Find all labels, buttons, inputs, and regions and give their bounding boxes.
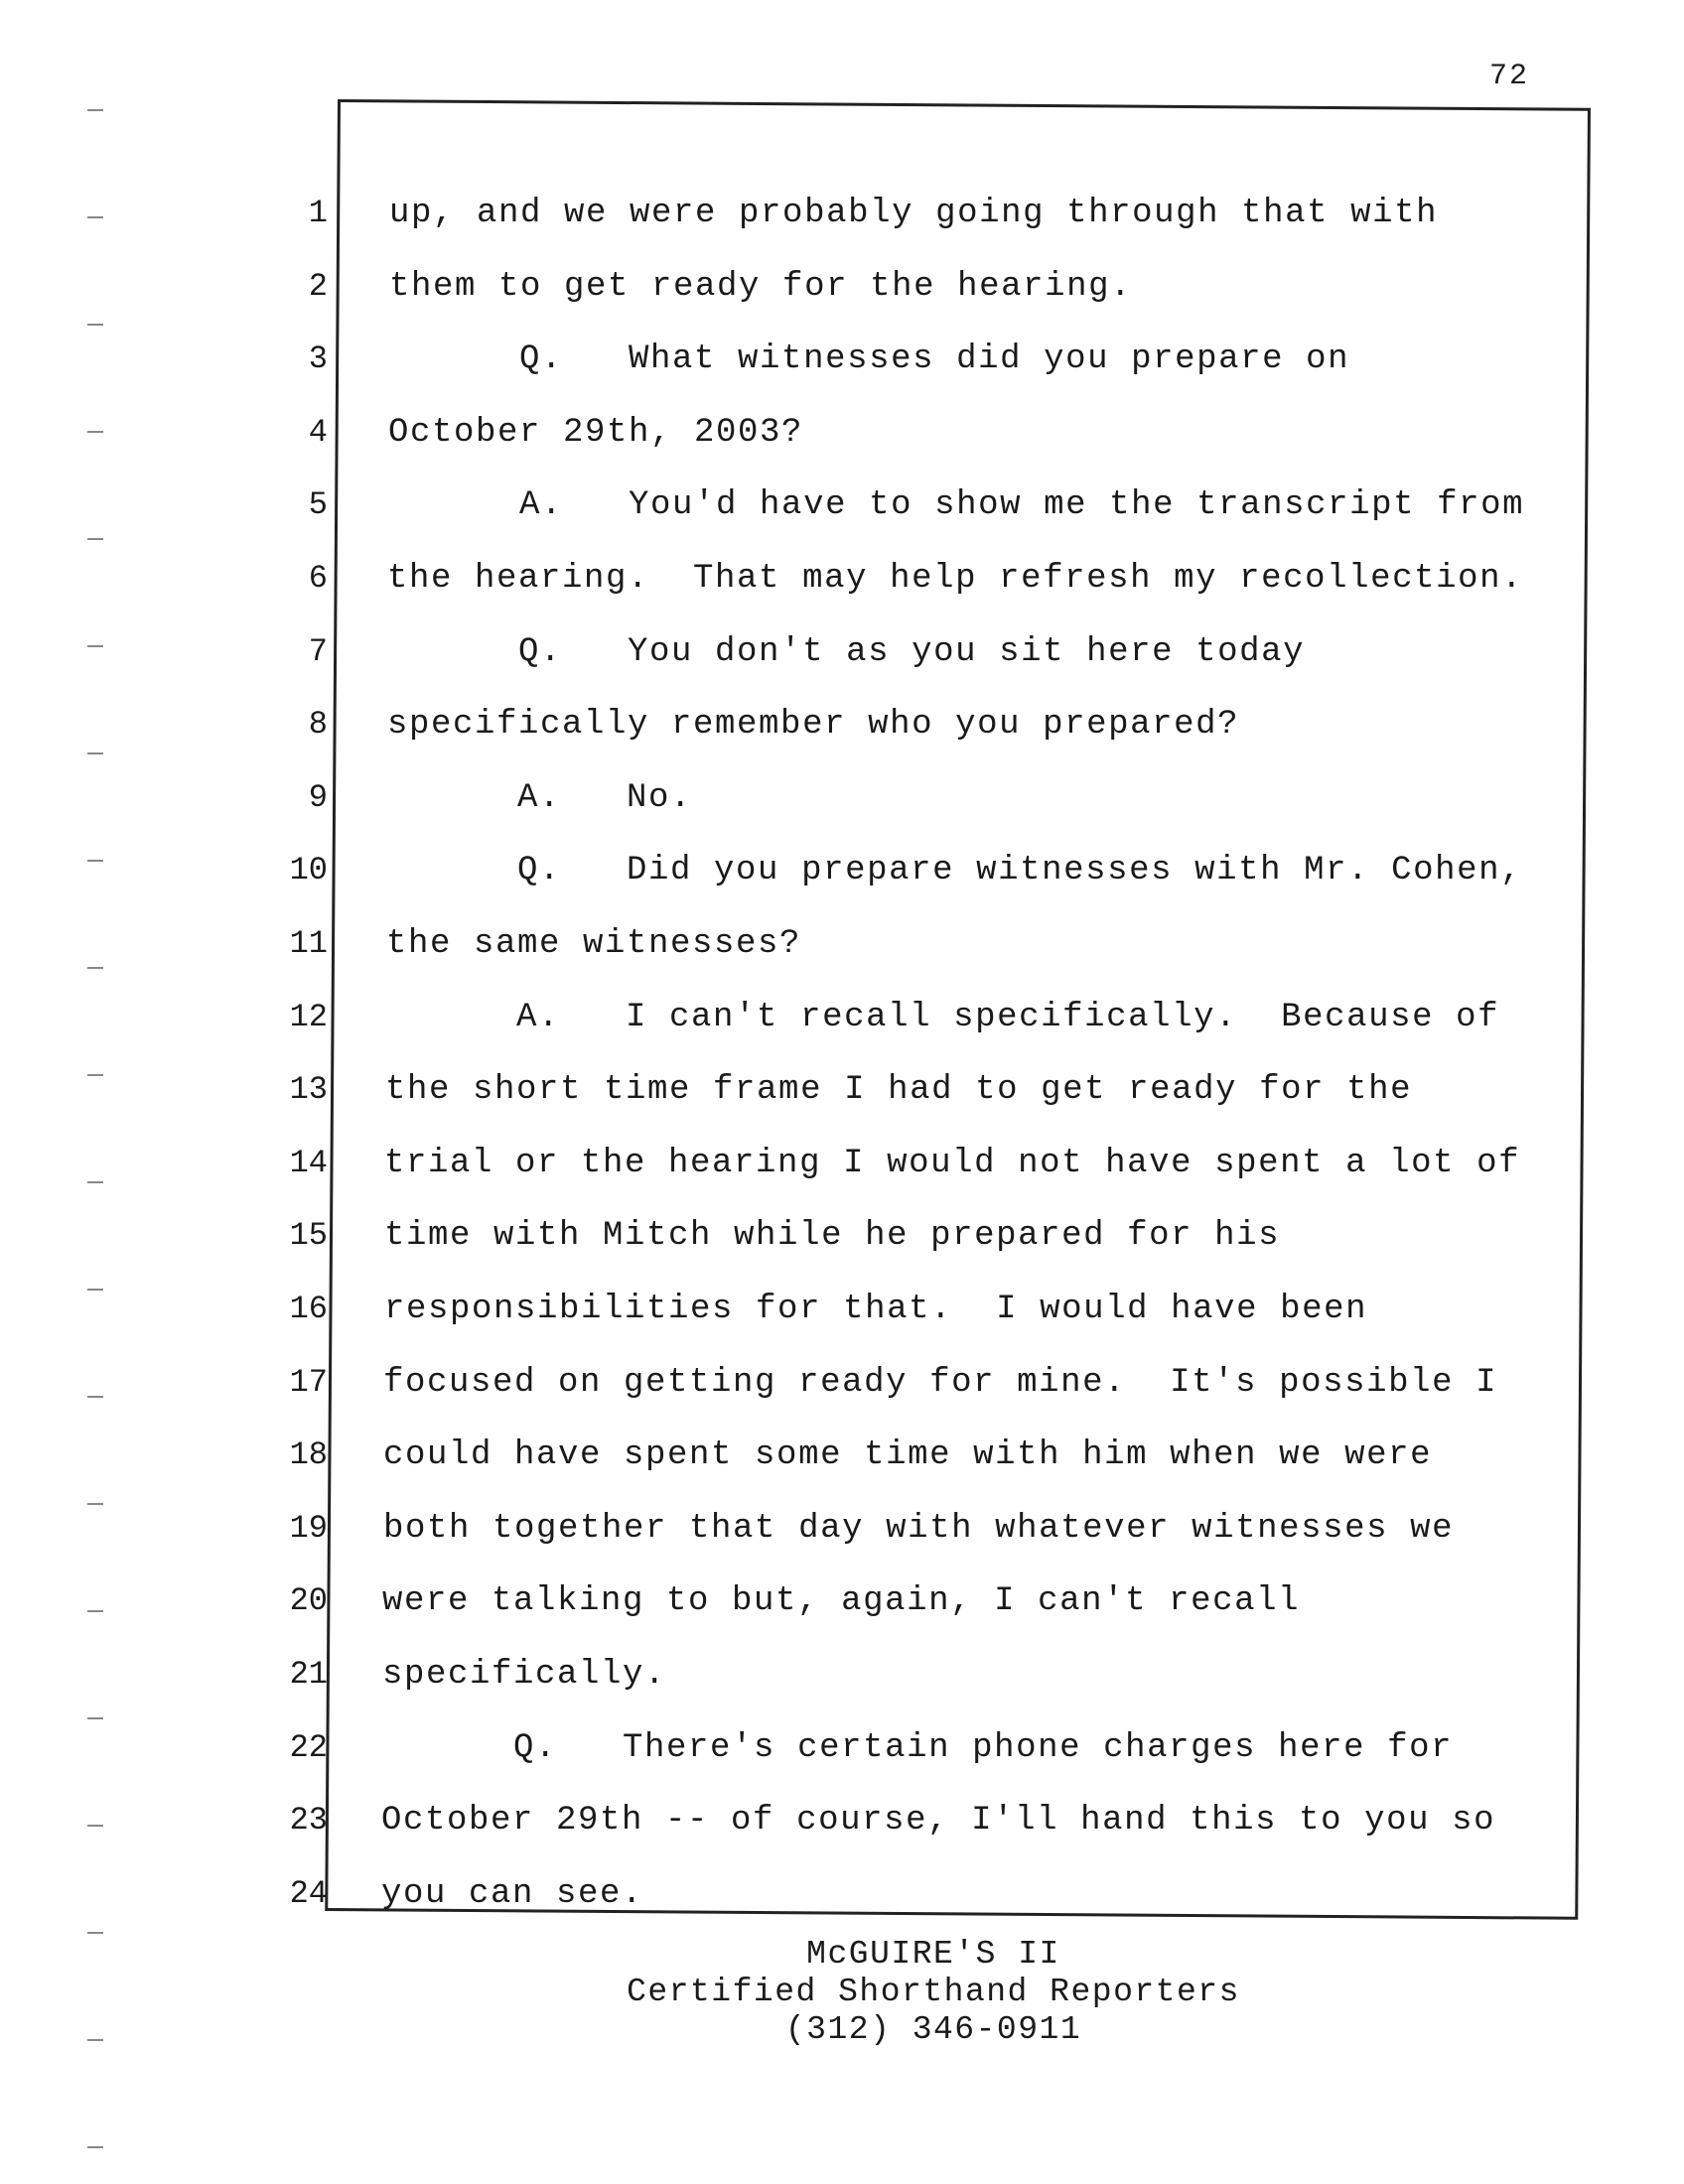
margin-tick [87, 1503, 103, 1505]
transcript-line: October 29th, 2003? [388, 414, 804, 452]
margin-tick [87, 1289, 103, 1291]
transcript-line: the short time frame I had to get ready for the [385, 1071, 1413, 1109]
transcript-line: focused on getting ready for mine. It's possible I [383, 1364, 1498, 1402]
transcript-line: the hearing. That may help refresh my recollection. [387, 560, 1524, 598]
transcript-line: Q. Did you prepare witnesses with Mr. Cohen, [386, 852, 1523, 889]
line-number: 24 [289, 1875, 328, 1912]
line-number: 20 [289, 1582, 328, 1619]
line-number: 21 [289, 1656, 328, 1693]
scan-margin-ticks [87, 0, 107, 2184]
line-number: 6 [308, 560, 328, 597]
transcript-line: specifically. [382, 1656, 667, 1694]
transcript-line: both together that day with whatever witnesses we [383, 1510, 1455, 1548]
line-number: 3 [308, 341, 328, 377]
line-number: 23 [289, 1802, 328, 1839]
footer-firm-name: McGUIRE'S II [806, 1936, 1060, 1973]
margin-tick [87, 1610, 103, 1612]
transcript-line: could have spent some time with him when we were [383, 1436, 1433, 1474]
line-number: 22 [289, 1729, 328, 1766]
transcript-line: A. You'd have to show me the transcript from [388, 486, 1525, 524]
margin-tick [87, 1825, 103, 1827]
line-number: 5 [308, 486, 328, 523]
page-number: 72 [1489, 60, 1530, 93]
line-number: 8 [308, 706, 328, 743]
margin-tick [87, 1181, 103, 1183]
transcript-line: October 29th -- of course, I'll hand this to you so [381, 1802, 1496, 1840]
transcript-line: A. No. [386, 779, 693, 817]
transcript-line: time with Mitch while he prepared for his [384, 1217, 1281, 1255]
line-number: 4 [308, 414, 328, 451]
margin-tick [87, 1717, 103, 1719]
line-number: 19 [289, 1510, 328, 1547]
transcript-line: trial or the hearing I would not have spent a lot of [384, 1145, 1521, 1182]
line-number: 9 [308, 779, 328, 816]
footer-phone: (312) 346-0911 [784, 2011, 1082, 2048]
margin-tick [87, 2146, 103, 2148]
transcript-line: Q. You don't as you sit here today [387, 633, 1306, 671]
line-number: 11 [289, 925, 328, 962]
line-number: 2 [308, 268, 328, 305]
margin-tick [87, 538, 103, 540]
transcript-line: were talking to but, again, I can't recall [382, 1582, 1301, 1620]
line-number: 1 [308, 195, 328, 231]
transcript-line: Q. What witnesses did you prepare on [388, 341, 1350, 378]
margin-tick [87, 1396, 103, 1398]
margin-tick [87, 860, 103, 862]
margin-tick [87, 109, 103, 111]
transcript-line: up, and we were probably going through that with [389, 195, 1439, 232]
line-number: 12 [289, 999, 328, 1035]
margin-tick [87, 1932, 103, 1934]
line-number: 17 [289, 1364, 328, 1401]
margin-tick [87, 645, 103, 647]
transcript-line: specifically remember who you prepared? [387, 706, 1240, 744]
margin-tick [87, 1074, 103, 1076]
margin-tick [87, 967, 103, 969]
transcript-line: them to get ready for the hearing. [389, 268, 1133, 306]
margin-tick [87, 752, 103, 754]
reporter-footer [496, 1936, 1370, 2049]
line-number: 16 [289, 1291, 328, 1327]
margin-tick [87, 324, 103, 326]
line-number: 7 [308, 633, 328, 670]
transcript-line: responsibilities for that. I would have been [384, 1291, 1368, 1328]
line-number: 18 [289, 1436, 328, 1473]
line-number: 13 [289, 1071, 328, 1108]
transcript-line: you can see. [381, 1875, 644, 1913]
line-number: 14 [289, 1145, 328, 1181]
transcript-line: Q. There's certain phone charges here for [382, 1729, 1454, 1767]
margin-tick [87, 216, 103, 218]
margin-tick [87, 431, 103, 433]
margin-tick [87, 2039, 103, 2041]
line-number: 10 [289, 852, 328, 888]
footer-title: Certified Shorthand Reporters [627, 1974, 1240, 2010]
line-number: 15 [289, 1217, 328, 1254]
transcript-line: A. I can't recall specifically. Because of [385, 999, 1500, 1036]
transcript-line: the same witnesses? [386, 925, 802, 963]
